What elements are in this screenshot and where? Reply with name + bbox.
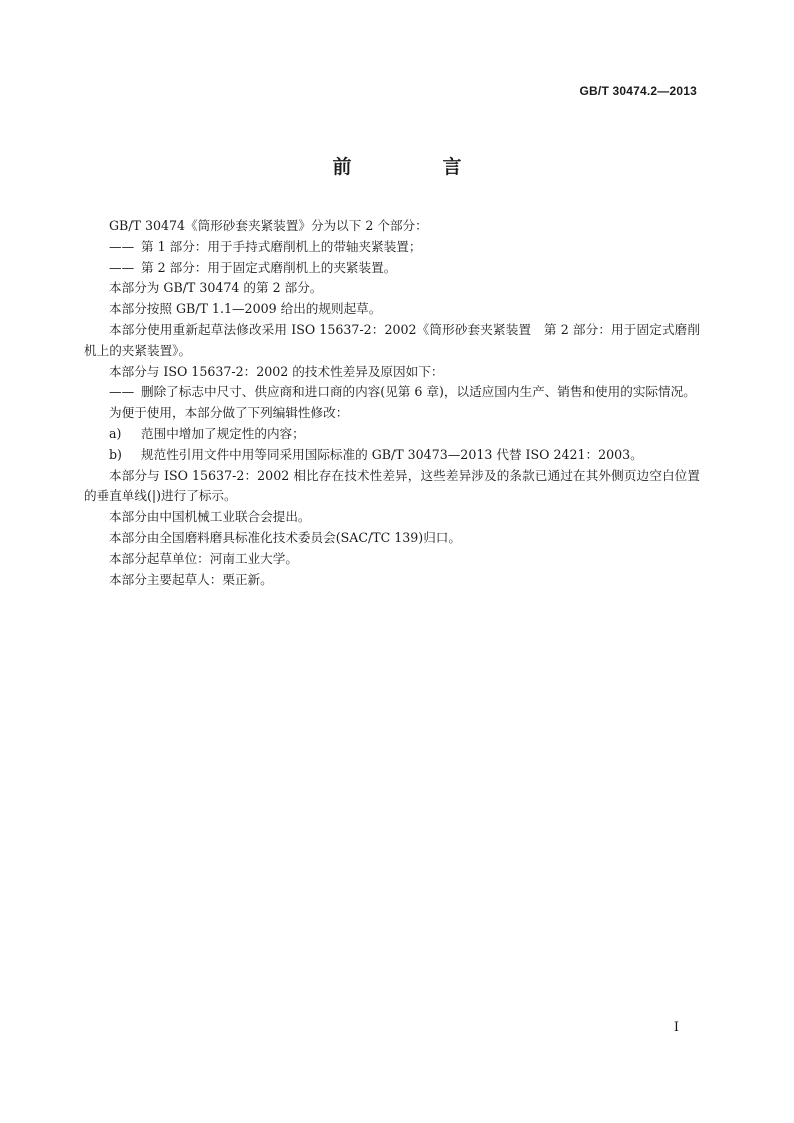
list-item-b bbox=[84, 445, 700, 466]
item-marker: b) bbox=[109, 446, 122, 462]
paragraph-drafting-rules: 本部分按照 GB/T 1.1—2009 给出的规则起草。 bbox=[109, 301, 382, 317]
list-item-text: 第 2 部分：用于固定式磨削机上的夹紧装置。 bbox=[141, 259, 397, 275]
document-body bbox=[84, 216, 700, 590]
list-item-text: 规范性引用文件中用等同采用国际标准的 GB/T 30473—2013 代替 ISO 2421：2003。 bbox=[141, 446, 643, 462]
paragraph-margin-marks: 本部分与 ISO 15637-2：2002 相比存在技术性差异，这些差异涉及的条款已通过在其外侧页边空白位置的垂直单线(|)进行了标示。 bbox=[84, 467, 700, 504]
list-item-part-1 bbox=[84, 237, 700, 258]
page-title: 前 言 bbox=[332, 156, 498, 178]
standard-code: GB/T 30474.2—2013 bbox=[579, 84, 697, 98]
list-item-difference bbox=[84, 382, 700, 403]
list-item-text: 范围中增加了规定性的内容； bbox=[141, 425, 305, 441]
list-item-text: 第 1 部分：用于手持式磨削机上的带轴夹紧装置； bbox=[141, 238, 422, 254]
paragraph-adoption: 本部分使用重新起草法修改采用 ISO 15637-2：2002《筒形砂套夹紧装置 第 2 部分：用于固定式磨削机上的夹紧装置》。 bbox=[84, 321, 700, 358]
paragraph-editorial-changes: 为便于使用，本部分做了下列编辑性修改： bbox=[109, 405, 349, 421]
paragraph-under-jurisdiction: 本部分由全国磨料磨具标准化技术委员会(SAC/TC 139)归口。 bbox=[109, 529, 461, 545]
paragraph-technical-differences: 本部分与 ISO 15637-2：2002 的技术性差异及原因如下： bbox=[109, 363, 444, 379]
list-item-a bbox=[84, 424, 700, 445]
list-item-part-2 bbox=[84, 258, 700, 279]
paragraph-drafting-unit: 本部分起草单位：河南工业大学。 bbox=[109, 550, 298, 566]
page-number: I bbox=[673, 1020, 679, 1035]
dash-marker: —— bbox=[109, 238, 135, 254]
dash-marker: —— bbox=[109, 384, 135, 400]
paragraph-part-statement: 本部分为 GB/T 30474 的第 2 部分。 bbox=[109, 280, 323, 296]
paragraph-proposed-by: 本部分由中国机械工业联合会提出。 bbox=[109, 509, 311, 525]
dash-marker: —— bbox=[109, 259, 135, 275]
list-item-text: 删除了标志中尺寸、供应商和进口商的内容(见第 6 章)，以适应国内生产、销售和使用的实际情况。 bbox=[141, 384, 696, 400]
item-marker: a) bbox=[109, 425, 122, 441]
paragraph-parts-intro: GB/T 30474《筒形砂套夹紧装置》分为以下 2 个部分： bbox=[109, 218, 428, 233]
paragraph-drafters: 本部分主要起草人：栗正新。 bbox=[109, 571, 273, 587]
